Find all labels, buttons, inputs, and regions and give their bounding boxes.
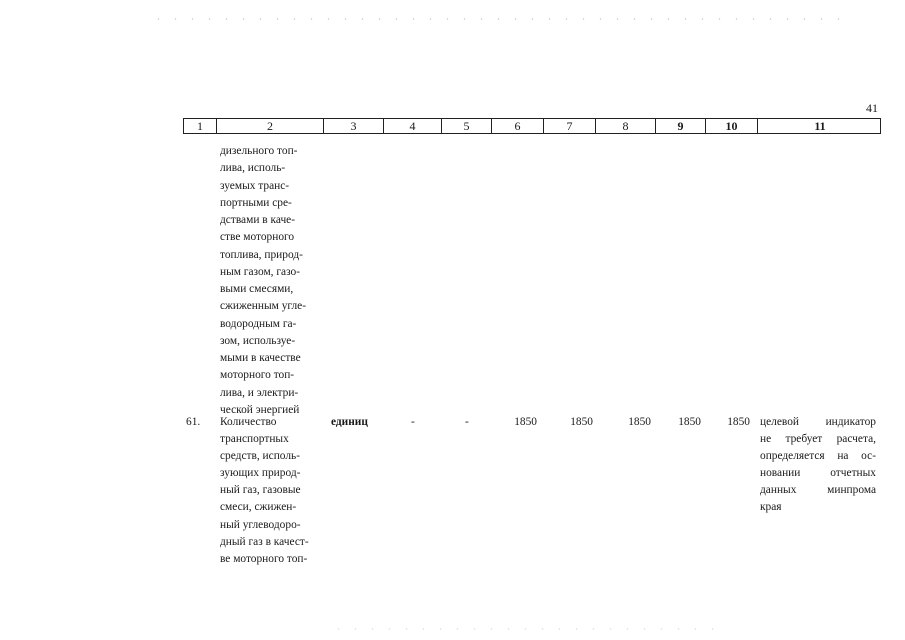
column-number-header xyxy=(183,118,881,134)
row-61-number: 61. xyxy=(186,416,201,428)
row-61-col8: 1850 xyxy=(628,416,651,428)
continued-indicator-name xyxy=(220,143,306,419)
row-61-name-line: дный газ в качест- xyxy=(220,535,309,548)
row-61-name-line: ве моторного топ- xyxy=(220,552,308,565)
continued-name-line: мыми в качестве xyxy=(220,352,301,364)
continued-name-line: водородным га- xyxy=(220,317,297,330)
continued-name-line: выми смесями, xyxy=(220,283,294,295)
row-61-note-line: данных минпрома xyxy=(760,484,876,496)
row-61-note-line: новании отчетных xyxy=(760,467,876,479)
header-col-3: 3 xyxy=(324,119,384,133)
header-col-11: 11 xyxy=(814,119,826,133)
row-61-col7: 1850 xyxy=(570,416,593,428)
continued-name-line: зуемых транс- xyxy=(220,179,290,192)
continued-name-line: ным газом, газо- xyxy=(220,265,300,278)
continued-name-line: дизельного топ- xyxy=(220,145,298,157)
row-61-col6: 1850 xyxy=(514,416,537,428)
header-col-5: 5 xyxy=(442,119,492,133)
header-col-8: 8 xyxy=(596,119,656,133)
row-61-note xyxy=(760,414,876,516)
row-61-name-line: ный газ, газовые xyxy=(220,484,301,497)
row-61-unit: единиц xyxy=(331,416,368,428)
continued-name-line: моторного топ- xyxy=(220,369,295,382)
row-61-col5: - xyxy=(465,416,469,428)
row-61-name-line: зующих природ- xyxy=(220,467,301,480)
page-number: 41 xyxy=(866,101,878,115)
header-col-2: 2 xyxy=(217,119,324,133)
continued-name-line: топлива, природ- xyxy=(220,248,303,261)
row-61-col4: - xyxy=(411,416,415,428)
continued-name-line: зом, используе- xyxy=(220,334,296,347)
continued-name-line: сжиженным угле- xyxy=(220,300,307,313)
row-61-col9: 1850 xyxy=(678,416,701,428)
header-col-10: 10 xyxy=(706,119,758,133)
scan-noise-top xyxy=(150,16,850,22)
header-col-1: 1 xyxy=(184,119,217,133)
header-col-9: 9 xyxy=(656,119,706,133)
row-61-name-line: ный углеводоро- xyxy=(220,518,301,531)
row-61-name-line: транспортных xyxy=(220,433,289,446)
row-61-name-line: Количество xyxy=(220,416,277,428)
scan-noise-bottom xyxy=(330,626,720,632)
row-61-note-line: не требует расчета, xyxy=(760,433,876,445)
row-61-col10: 1850 xyxy=(727,416,750,428)
continued-name-line: ческой энергией xyxy=(220,403,300,416)
continued-name-line: лива, исполь- xyxy=(220,162,286,175)
header-col-7: 7 xyxy=(544,119,596,133)
header-col-4: 4 xyxy=(384,119,442,133)
continued-name-line: дствами в каче- xyxy=(220,214,296,226)
row-61-note-line: определяется на ос- xyxy=(760,450,876,462)
continued-name-line: стве моторного xyxy=(220,231,295,244)
row-61-indicator-name xyxy=(220,414,309,568)
row-61-note-line: края xyxy=(760,501,782,513)
continued-name-line: портными сре- xyxy=(220,196,292,209)
continued-name-line: лива, и электри- xyxy=(220,386,299,399)
row-61-name-line: смеси, сжижен- xyxy=(220,501,297,514)
row-61-name-line: средств, исполь- xyxy=(220,450,301,463)
header-col-6: 6 xyxy=(492,119,544,133)
row-61-note-line: целевой индикатор xyxy=(760,416,876,428)
